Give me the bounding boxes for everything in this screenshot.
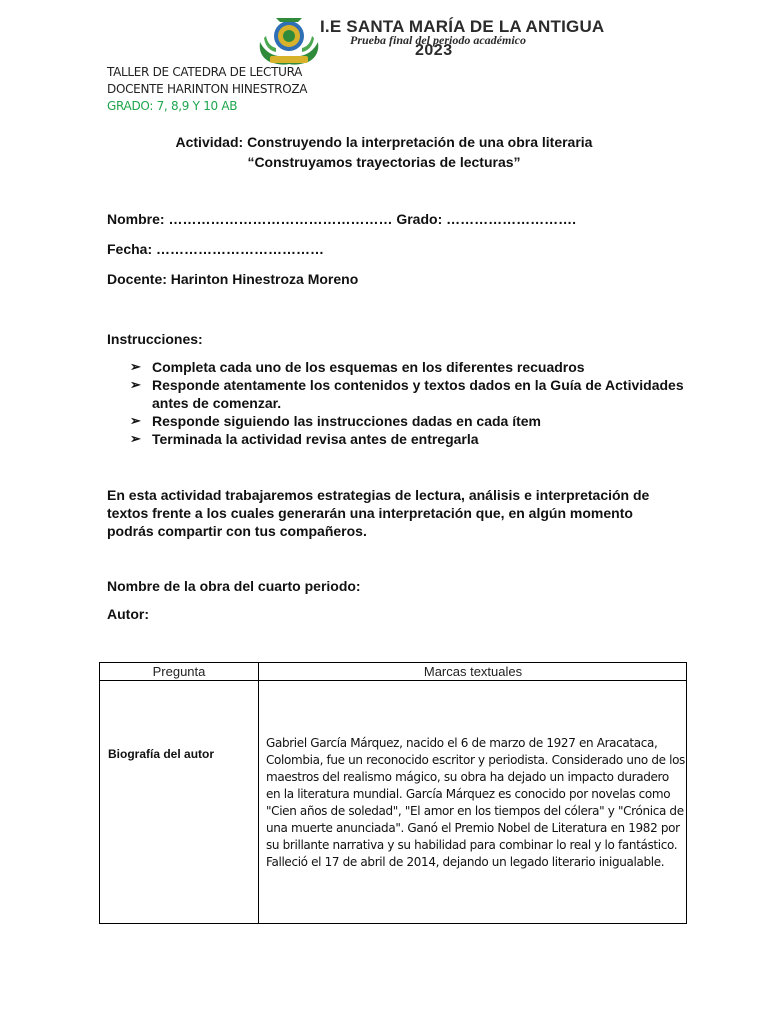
table-header-divider bbox=[100, 680, 686, 681]
school-crest-logo bbox=[256, 12, 322, 68]
meta-grado: GRADO: 7, 8,9 Y 10 AB bbox=[107, 99, 238, 113]
activity-subtitle: “Construyamos trayectorias de lecturas” bbox=[247, 154, 521, 170]
arrow-bullet-icon: ➢ bbox=[130, 359, 141, 374]
list-item: ➢ Responde siguiendo las instrucciones dadas en cada ítem bbox=[130, 413, 541, 429]
nombre-grado-field: Nombre: ………………………………………… Grado: ………………………. bbox=[107, 211, 577, 227]
activity-title: Actividad: Construyendo la interpretación de una obra literaria bbox=[175, 134, 593, 150]
autor-label: Autor: bbox=[107, 606, 149, 622]
school-name: I.E SANTA MARÍA DE LA ANTIGUA bbox=[320, 17, 605, 36]
school-year: 2023 bbox=[415, 42, 453, 59]
table-column-divider bbox=[258, 663, 259, 923]
meta-taller: TALLER DE CATEDRA DE LECTURA bbox=[107, 65, 303, 79]
cell-marcas: Gabriel García Márquez, nacido el 6 de marzo de 1927 en Aracataca, Colombia, fue un reconocido escritor y periodista. Considerado uno de los maestros del realismo mágico, su obra ha dejado un impacto duradero en la literatura mundial. García Márquez es conocido por novelas como "Cien años de soledad", "El amor en los tiempos del cólera" y "Crónica de una muerte anunciada". Ganó el Premio Nobel de Literatura en 1982 por su brillante narrativa y su habilidad para combinar lo real y lo fantástico. Falleció el 17 de abril de 2014, dejando un legado literario inigualable. bbox=[266, 736, 685, 869]
school-subtitle: Prueba final del periodo académico bbox=[350, 33, 526, 47]
instructions-list bbox=[130, 358, 690, 448]
list-item: ➢ Completa cada uno de los esquemas en los diferentes recuadros bbox=[130, 359, 585, 375]
arrow-bullet-icon: ➢ bbox=[130, 377, 141, 392]
analysis-table bbox=[99, 662, 687, 924]
instructions-title: Instrucciones: bbox=[107, 331, 203, 347]
obra-label: Nombre de la obra del cuarto periodo: bbox=[107, 578, 361, 594]
docente-field: Docente: Harinton Hinestroza Moreno bbox=[107, 271, 359, 287]
meta-docente: DOCENTE HARINTON HINESTROZA bbox=[107, 82, 308, 96]
header-marcas: Marcas textuales bbox=[423, 664, 523, 679]
intro-paragraph: En esta actividad trabajaremos estrategias de lectura, análisis e interpretación de textos frente a los cuales generarán una interpretación que, en algún momento podrás compartir con tus compañeros. bbox=[107, 487, 650, 539]
list-item: ➢ Terminada la actividad revisa antes de entregarla bbox=[130, 431, 479, 447]
header-pregunta: Pregunta bbox=[152, 664, 206, 679]
cell-pregunta: Biografía del autor bbox=[108, 747, 215, 761]
arrow-bullet-icon: ➢ bbox=[130, 413, 141, 428]
fecha-field: Fecha: ……………………………… bbox=[107, 241, 325, 257]
list-item: ➢ Responde atentamente los contenidos y textos dados en la Guía de Actividades antes de comenzar. bbox=[130, 377, 684, 411]
arrow-bullet-icon: ➢ bbox=[130, 431, 141, 446]
